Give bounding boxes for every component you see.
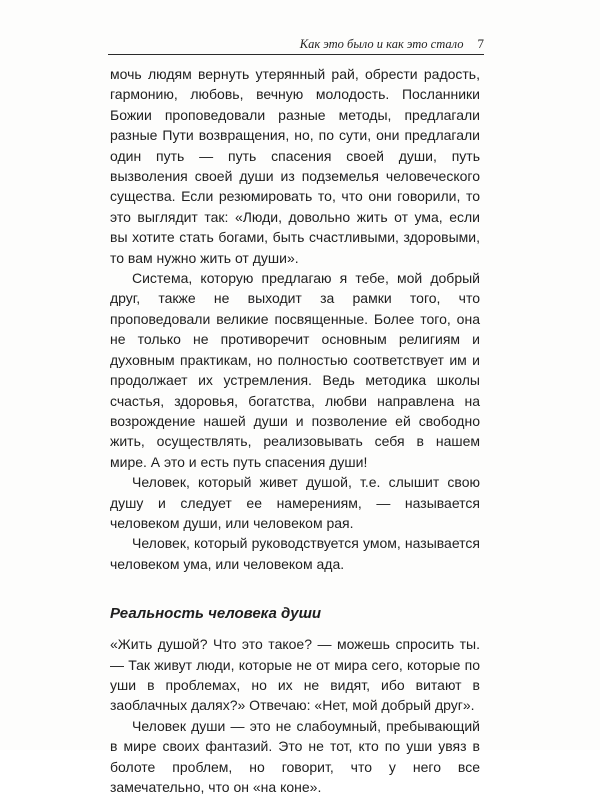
page-header xyxy=(108,30,484,55)
paragraph: Человек, который руководствуется умом, называется человеком ума, или человеком ада. xyxy=(110,535,480,572)
page-number: 7 xyxy=(477,36,484,51)
page-body xyxy=(110,64,480,797)
paragraph: мочь людям вернуть утерянный рай, обрести радость, гармонию, любовь, вечную молодость. Посланники Божии проповедовали разные методы, предлагали разные Пути возвращения, но, по сути, они предлагали один путь — путь спасения своей души, путь вызволения своей души из подземелья человеческого существа. Если резюмировать то, что они говорили, то это выглядит так: «Люди, довольно жить от ума, если вы хотите стать богами, быть счастливыми, здоровыми, то вам нужно жить от души». xyxy=(110,66,480,266)
running-head: Как это было и как это стало xyxy=(299,37,464,51)
paragraph: Человек души — это не слабоумный, пребывающий в мире своих фантазий. Это не тот, кто по уши увяз в болоте проблем, но говорит, что у него все замечательно, что он «на коне». xyxy=(110,717,480,795)
section-heading: Реальность человека души xyxy=(110,605,322,623)
paragraph: Система, которую предлагаю я тебе, мой добрый друг, также не выходит за рамки того, что проповедовали великие посвященные. Более того, она не только не противоречит основным религиям и духовным практикам, но полностью соответствует им и продолжает их устремления. Ведь методика школы счастья, здоровья, богатства, любви направлена на возрождение нашей души и позволение ей свободно жить, осуществлять, реализовывать себя в нашем мире. А это и есть путь спасения души! xyxy=(110,270,480,470)
paragraph: «Жить душой? Что это такое? — можешь спросить ты. — Так живут люди, которые не от мира сего, которые по уши в проблемах, но их не видят, ибо витают в заоблачных далях?» Отвечаю: «Нет, мой добрый друг». xyxy=(110,636,480,714)
paragraph: Человек, который живет душой, т.е. слышит свою душу и следует ее намерениям, — называется человеком души, или человеком рая. xyxy=(110,474,480,531)
